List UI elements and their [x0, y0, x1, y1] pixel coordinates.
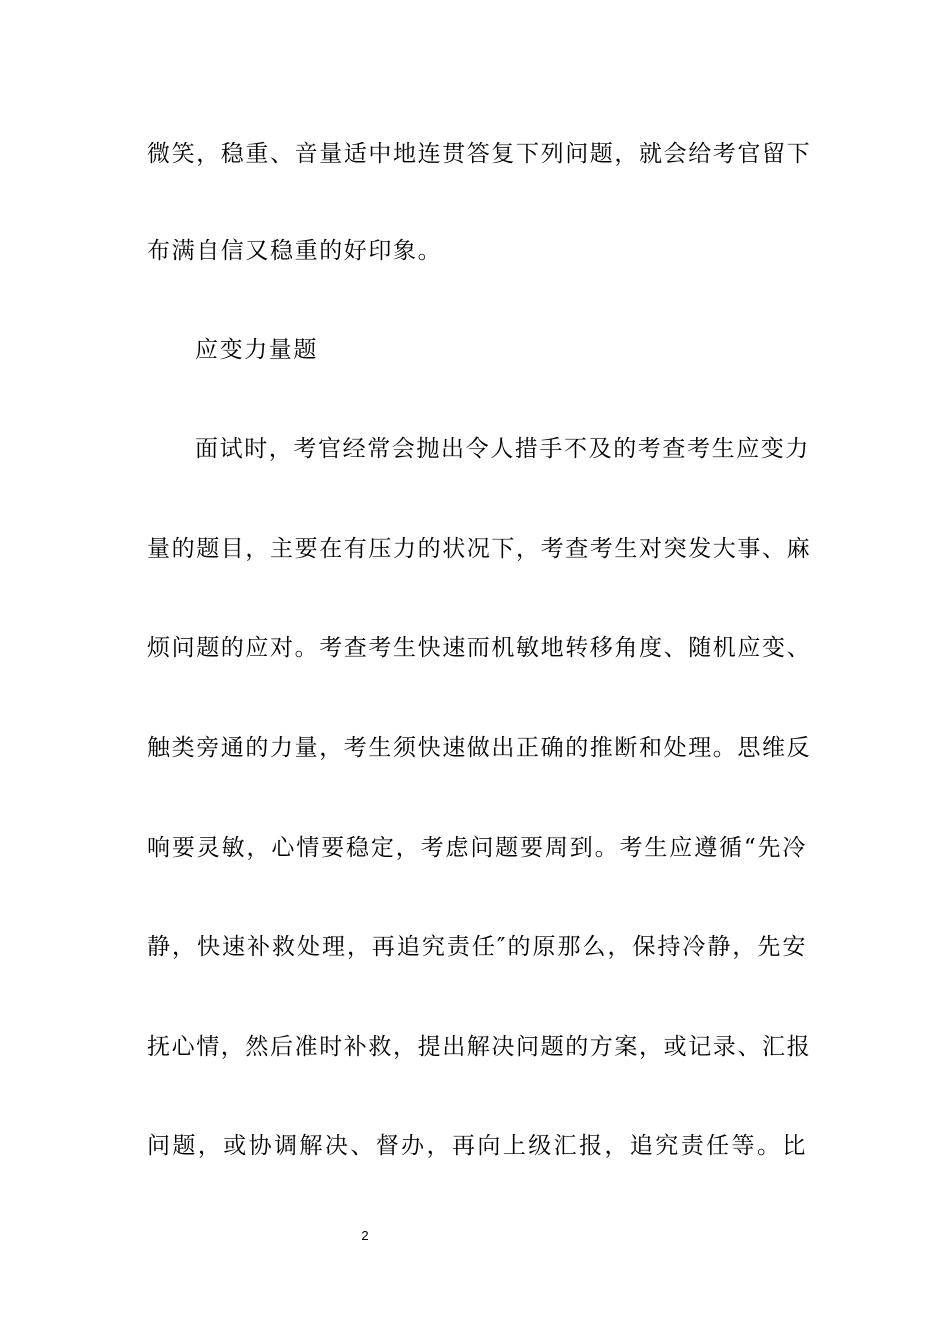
body-text-line: 问题，或协调解决、督办，再向上级汇报，追究责任等。比 [147, 1133, 807, 1159]
body-text-line: 布满自信又稳重的好印象。 [147, 238, 443, 264]
body-text-line: 烦问题的应对。考查考生快速而机敏地转移角度、随机应变、 [147, 635, 812, 661]
body-text-line: 微笑，稳重、音量适中地连贯答复下列问题，就会给考官留下 [147, 141, 812, 167]
body-text-line: 量的题目，主要在有压力的状况下，考查考生对突发大事、麻 [147, 536, 812, 562]
page-number: 2 [361, 1228, 369, 1243]
body-text-line: 面试时，考官经常会抛出令人措手不及的考查考生应变力 [195, 436, 810, 462]
body-text-line: 静，快速补救处理，再追究责任″的原那么，保持冷静，先安 [147, 934, 807, 960]
body-text-line: 响要灵敏，心情要稳定，考虑问题要周到。考生应遵循“先冷 [147, 835, 807, 861]
body-text-line: 触类旁通的力量，考生须快速做出正确的推断和处理。思维反 [147, 735, 812, 761]
section-heading: 应变力量题 [195, 337, 318, 363]
body-text-line: 抚心情，然后准时补救，提出解决问题的方案，或记录、汇报 [147, 1034, 812, 1060]
